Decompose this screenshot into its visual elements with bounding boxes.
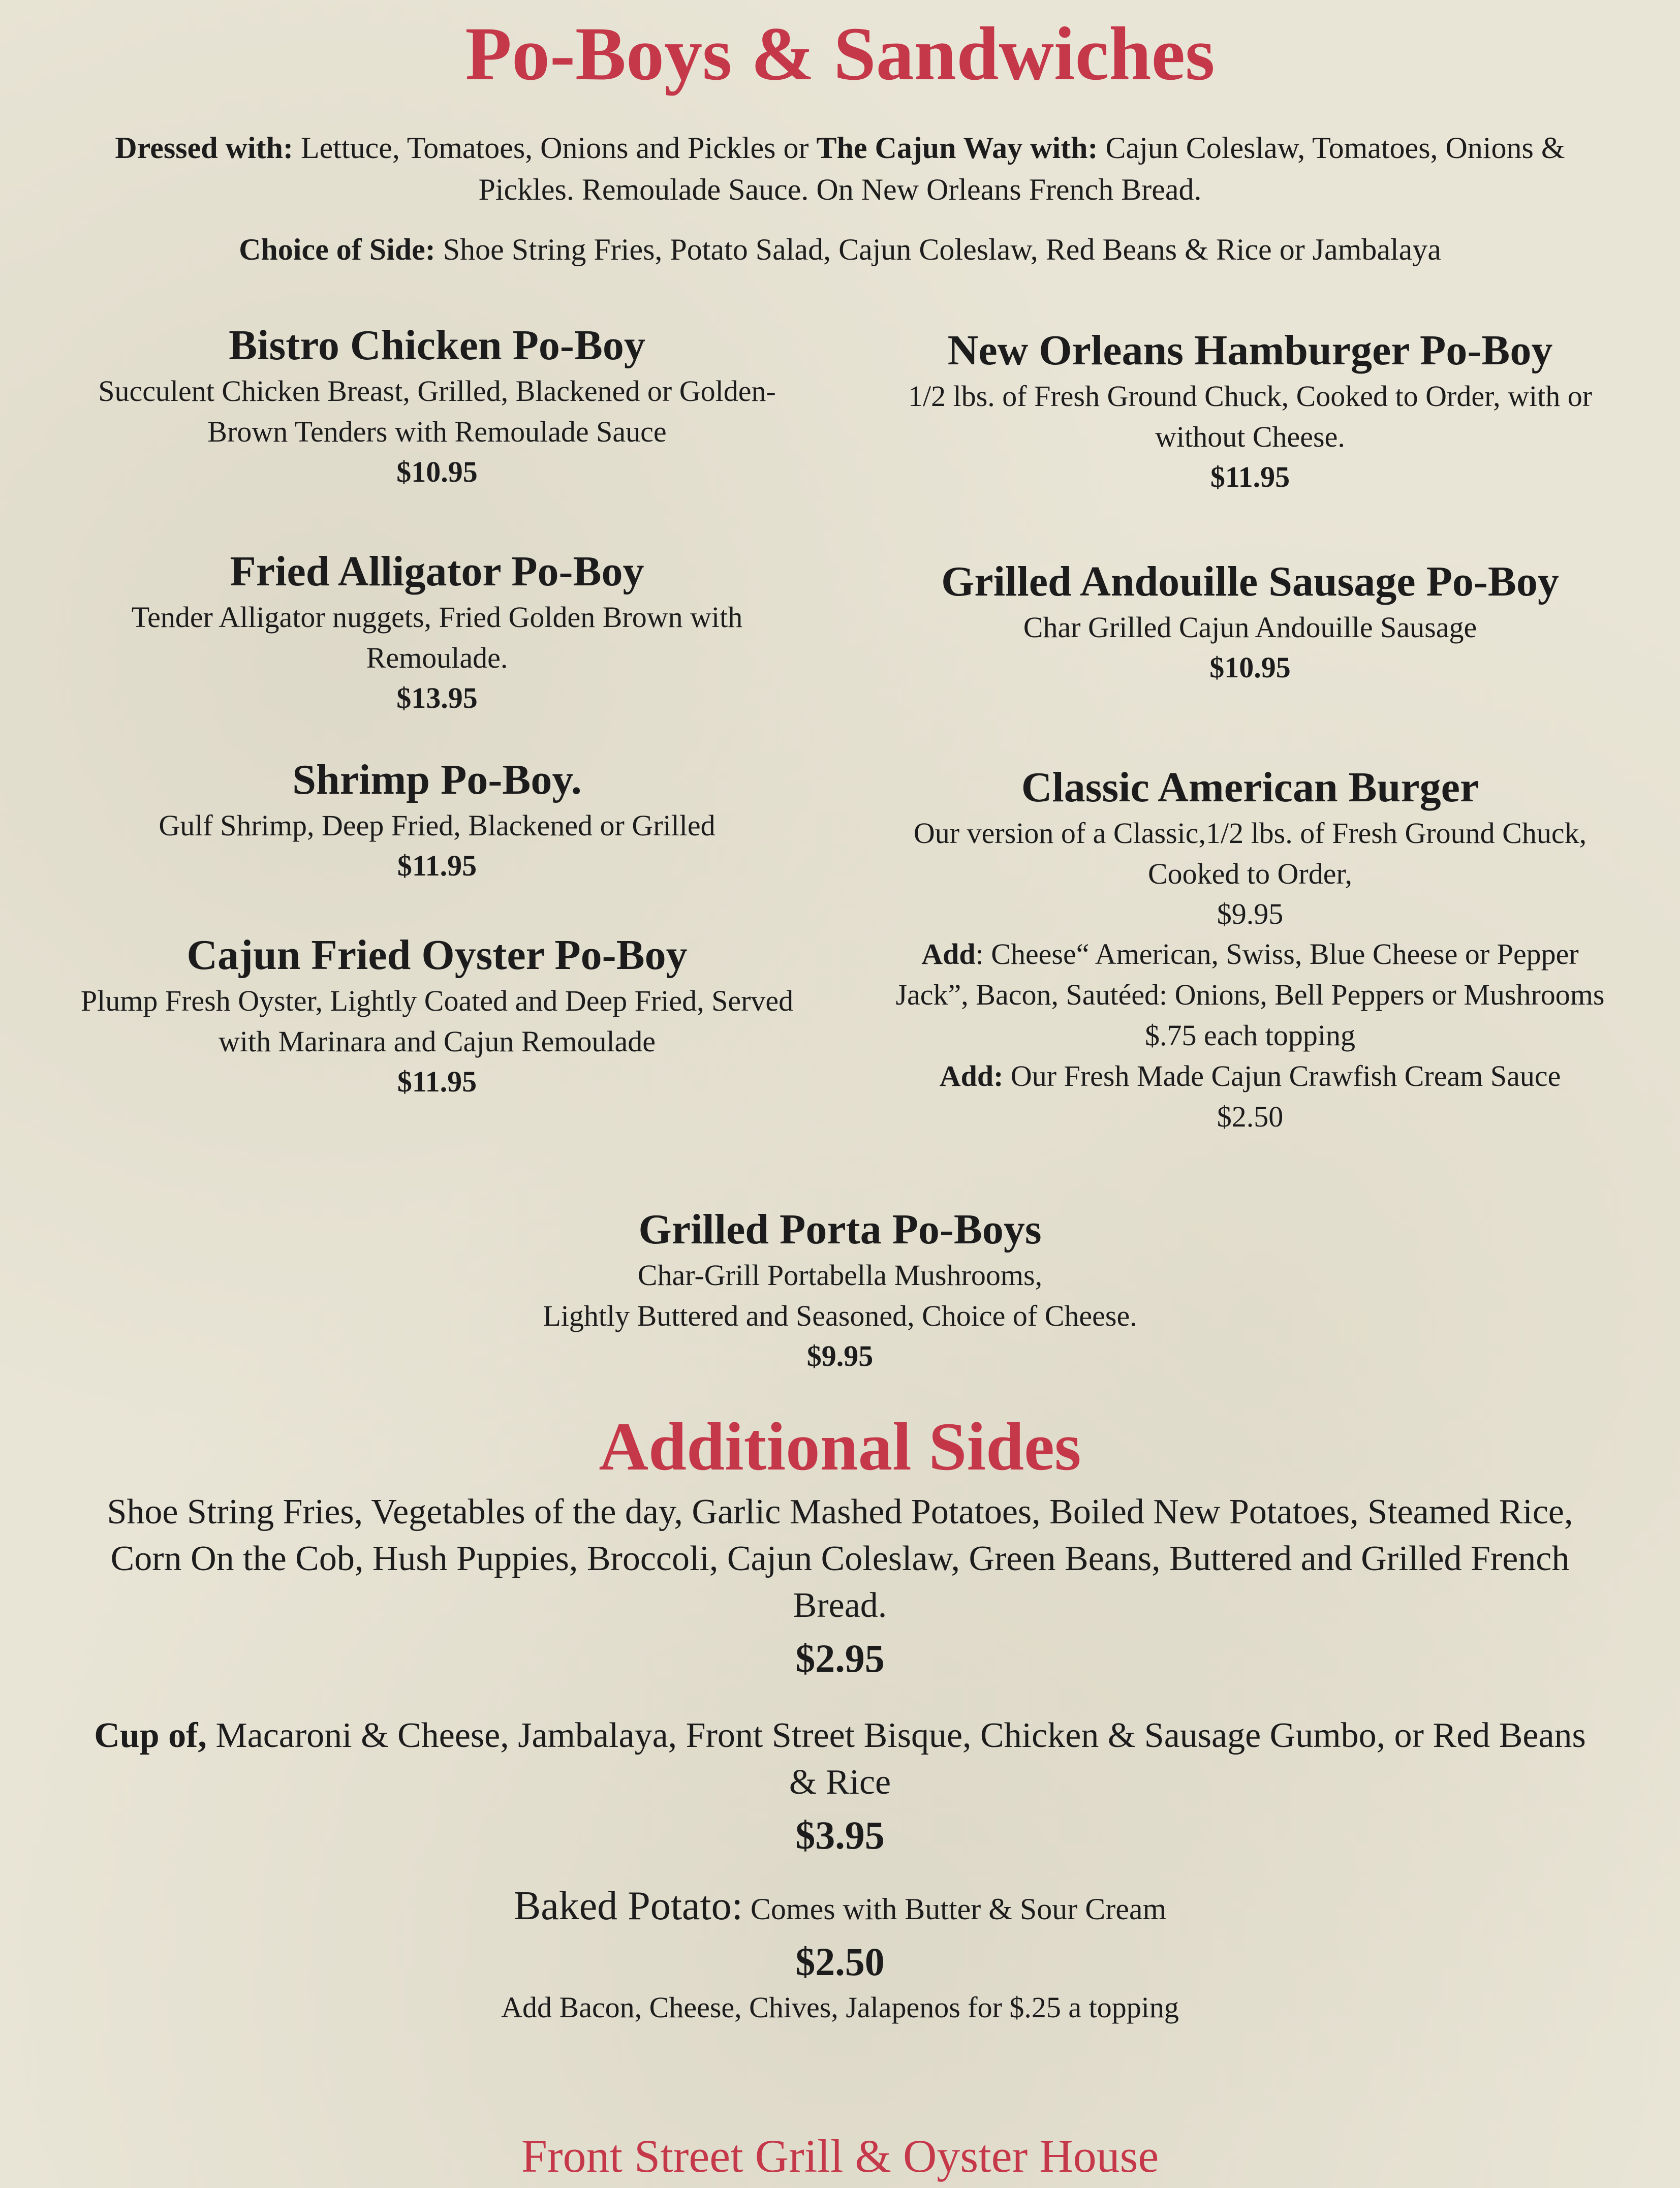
item-name: Shrimp Po-Boy.	[292, 756, 582, 803]
add-label: Add	[921, 937, 976, 971]
add2-label: Add:	[939, 1059, 1004, 1092]
intro-side	[81, 229, 1599, 270]
item-name: Fried Alligator Po-Boy	[230, 548, 644, 595]
item-name: Grilled Porta Po-Boys	[638, 1206, 1042, 1253]
sides-list	[76, 1489, 1604, 1684]
item-cajun-oyster	[71, 930, 803, 1102]
item-desc-line1: Char-Grill Portabella Mushrooms,	[637, 1259, 1043, 1292]
item-price: $11.95	[1210, 460, 1290, 493]
add2-text: Our Fresh Made Cajun Crawfish Cream Sauce	[1003, 1059, 1561, 1092]
item-desc: Char Grilled Cajun Andouille Sausage	[1023, 611, 1477, 644]
item-name: Cajun Fried Oyster Po-Boy	[186, 931, 688, 979]
sauce-price: $2.50	[1217, 1100, 1284, 1133]
item-price: $11.95	[397, 849, 477, 882]
item-desc: Succulent Chicken Breast, Grilled, Blackened or Golden-Brown Tenders with Remoulade Sauce	[98, 374, 776, 448]
item-price: $10.95	[396, 455, 478, 488]
dressed-label: Dressed with:	[115, 131, 293, 165]
item-shrimp	[71, 755, 803, 886]
item-price: $9.95	[1217, 897, 1284, 930]
restaurant-name: Front Street Grill & Oyster House	[521, 2130, 1159, 2182]
page-title: Po-Boys & Sandwiches	[465, 12, 1215, 96]
cup-price: $3.95	[795, 1813, 885, 1857]
item-name: Classic American Burger	[1021, 764, 1479, 811]
cup-text: Macaroni & Cheese, Jambalaya, Front Street Bisque, Chicken & Sausage Gumbo, or Red Beans & Rice	[206, 1716, 1586, 1802]
topping-price: $.75 each topping	[1145, 1019, 1355, 1052]
sides-title: Additional Sides	[599, 1409, 1081, 1485]
burger-add-sauce	[884, 1056, 1616, 1097]
item-bistro-chicken	[71, 320, 803, 492]
item-desc: 1/2 lbs. of Fresh Ground Chuck, Cooked to Order, with or without Cheese.	[908, 380, 1593, 453]
item-name: Grilled Andouille Sausage Po-Boy	[941, 558, 1559, 605]
potato-label: Baked Potato:	[513, 1884, 743, 1928]
potato-note: Add Bacon, Cheese, Chives, Jalapenos for $.25 a topping	[501, 1991, 1179, 2024]
potato-text: Comes with Butter & Sour Cream	[742, 1892, 1167, 1926]
item-desc: Plump Fresh Oyster, Lightly Coated and Deep Fried, Served with Marinara and Cajun Remoulade	[80, 984, 794, 1058]
item-name: Bistro Chicken Po-Boy	[229, 322, 645, 369]
item-grilled-porta	[457, 1204, 1223, 1376]
side-label: Choice of Side:	[239, 233, 435, 266]
item-desc: Tender Alligator nuggets, Fried Golden Brown with Remoulade.	[131, 601, 743, 674]
sides-text: Shoe String Fries, Vegetables of the day, Garlic Mashed Potatoes, Boiled New Potatoes, Steamed Rice, Corn On the Cob, Hush Puppies, Broccoli, Cajun Coleslaw, Green Beans, Buttered and Grilled French Bread.	[107, 1492, 1573, 1625]
cup-label: Cup of,	[94, 1716, 207, 1755]
item-desc-line2: Lightly Buttered and Seasoned, Choice of Cheese.	[543, 1299, 1137, 1332]
intro-dressed	[81, 127, 1599, 210]
sides-price: $2.95	[795, 1636, 885, 1680]
item-fried-alligator	[71, 546, 803, 718]
item-desc: Our version of a Classic,1/2 lbs. of Fresh Ground Chuck, Cooked to Order,	[913, 817, 1587, 890]
potato-price: $2.50	[795, 1940, 885, 1984]
item-price: $13.95	[396, 681, 478, 714]
item-classic-burger	[884, 762, 1616, 1137]
cup-of	[76, 1712, 1604, 1861]
cajun-text: Cajun Coleslaw, Tomatoes, Onions & Pickles. Remoulade Sauce. On New Orleans French Bread.	[478, 131, 1565, 206]
baked-potato	[76, 1883, 1604, 2028]
dressed-text: Lettuce, Tomatoes, Onions and Pickles or	[293, 131, 817, 165]
side-text: Shoe String Fries, Potato Salad, Cajun Coleslaw, Red Beans & Rice or Jambalaya	[435, 233, 1441, 266]
burger-add-toppings	[884, 934, 1616, 1015]
item-price: $10.95	[1209, 651, 1291, 684]
item-price: $9.95	[806, 1339, 874, 1372]
cajun-label: The Cajun Way with:	[816, 131, 1098, 165]
item-andouille-sausage	[884, 556, 1616, 687]
item-price: $11.95	[397, 1065, 477, 1098]
item-desc: Gulf Shrimp, Deep Fried, Blackened or Grilled	[159, 809, 715, 842]
item-name: New Orleans Hamburger Po-Boy	[947, 327, 1553, 374]
item-hamburger-poboy	[884, 325, 1616, 497]
add-text: : Cheese“ American, Swiss, Blue Cheese or Pepper Jack”, Bacon, Sautéed: Onions, Bell Peppers or Mushrooms	[895, 937, 1605, 1011]
